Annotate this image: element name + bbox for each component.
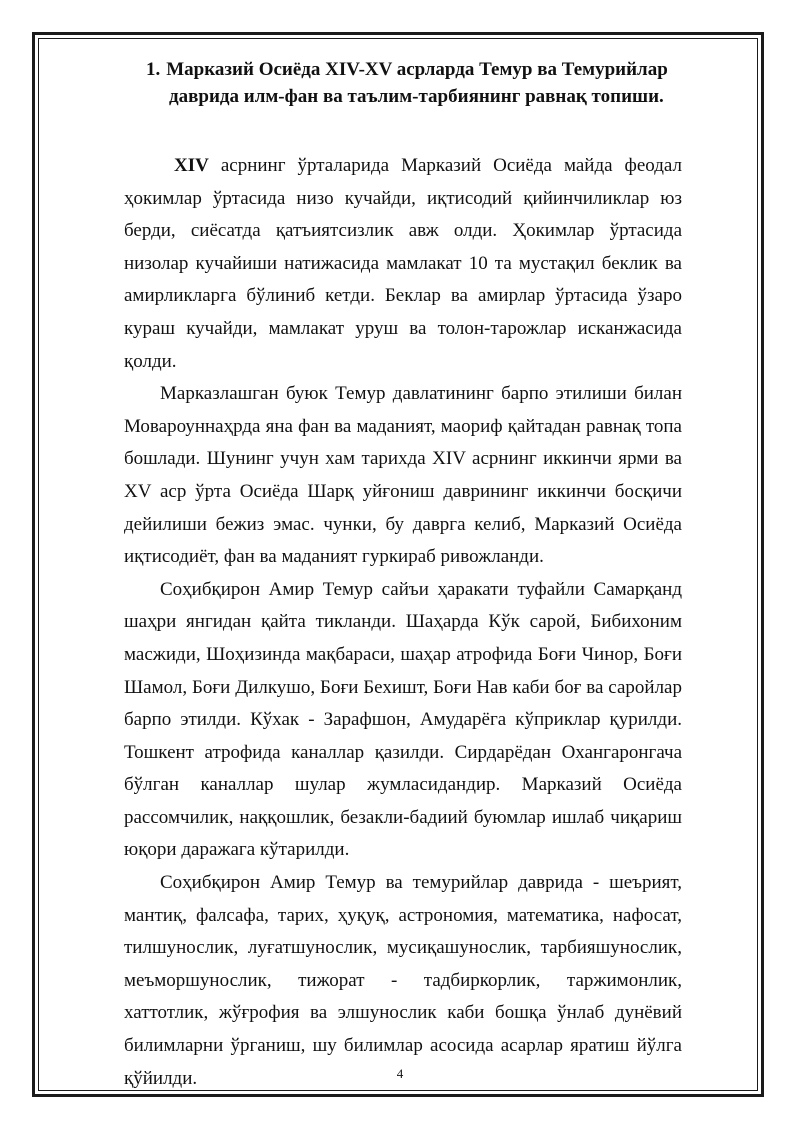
page-number: 4 (396, 1066, 404, 1081)
section-heading (124, 56, 682, 110)
paragraph-4: Соҳибқирон Амир Темур ва темурийлар даврида - шеърият, мантиқ, фалсафа, тарих, ҳуқуқ, астрономия, математика, нафосат, тилшунослик, луғатшунослик, мусиқашунослик, тарбияшунослик, меъморшунослик, тижорат - тадбиркорлик, таржимонлик, хаттотлик, жўғрофия ва элшунослик каби бошқа ўнлаб дунёвий билимларни ўрганиш, шу билимлар асосида асарлар яратиш йўлга қўйилди. (124, 872, 682, 1089)
heading-line-1-text: Марказий Осиёда XIV-XV асрларда Темур ва Темурийлар (166, 59, 668, 80)
paragraph-1 (124, 150, 682, 378)
heading-number: 1. (146, 59, 161, 80)
heading-line-1 (124, 56, 682, 83)
document-body (124, 56, 682, 1095)
paragraph-1-lead: XIV (174, 155, 209, 176)
paragraph-1-text: асрнинг ўрталарида Марказий Осиёда майда феодал ҳокимлар ўртасида низо кучайди, иқтисодий қийинчиликлар юз берди, сиёсатда қатъиятсизлик авж олди. Ҳокимлар ўртасида низолар кучайиши натижасида мамлакат 10 та мустақил беклик ва амирликларга бўлиниб кетди. Беклар ва амирлар ўртасида ўзаро кураш кучайди, мамлакат уруш ва толон-тарожлар исканжасида қолди. (124, 155, 682, 372)
paragraphs (124, 150, 682, 1095)
paragraph-3: Соҳибқирон Амир Темур сайъи ҳаракати туфайли Самарқанд шаҳри янгидан қайта тикланди. Шаҳарда Кўк сарой, Бибихоним масжиди, Шоҳизинда мақбараси, шаҳар атрофида Боғи Чинор, Боғи Шамол, Боғи Дилкушо, Боғи Бехишт, Боғи Нав каби боғ ва саройлар барпо этилди. Кўхак - Зарафшон, Амударёга кўприклар қурилди. Тошкент атрофида каналлар қазилди. Сирдарёдан Охангаронгача бўлган каналлар шулар жумласидандир. Марказий Осиёда рассомчилик, наққошлик, безакли-бадиий буюмлар ишлаб чиқариш юқори даражага кўтарилди. (124, 578, 682, 861)
heading-line-2: даврида илм-фан ва таълим-тарбиянинг равнақ топиши. (169, 86, 664, 107)
paragraph-2: Марказлашган буюк Темур давлатининг барпо этилиши билан Мовароуннаҳрда яна фан ва маданият, маориф қайтадан равнақ топа бошлади. Шунинг учун хам тарихда XIV асрнинг иккинчи ярми ва XV аср ўрта Осиёда Шарқ уйғониш даврининг иккинчи босқичи дейилиши бежиз эмас. чунки, бу даврга келиб, Марказий Осиёда иқтисодиёт, фан ва маданият гуркираб ривожланди. (124, 383, 682, 568)
